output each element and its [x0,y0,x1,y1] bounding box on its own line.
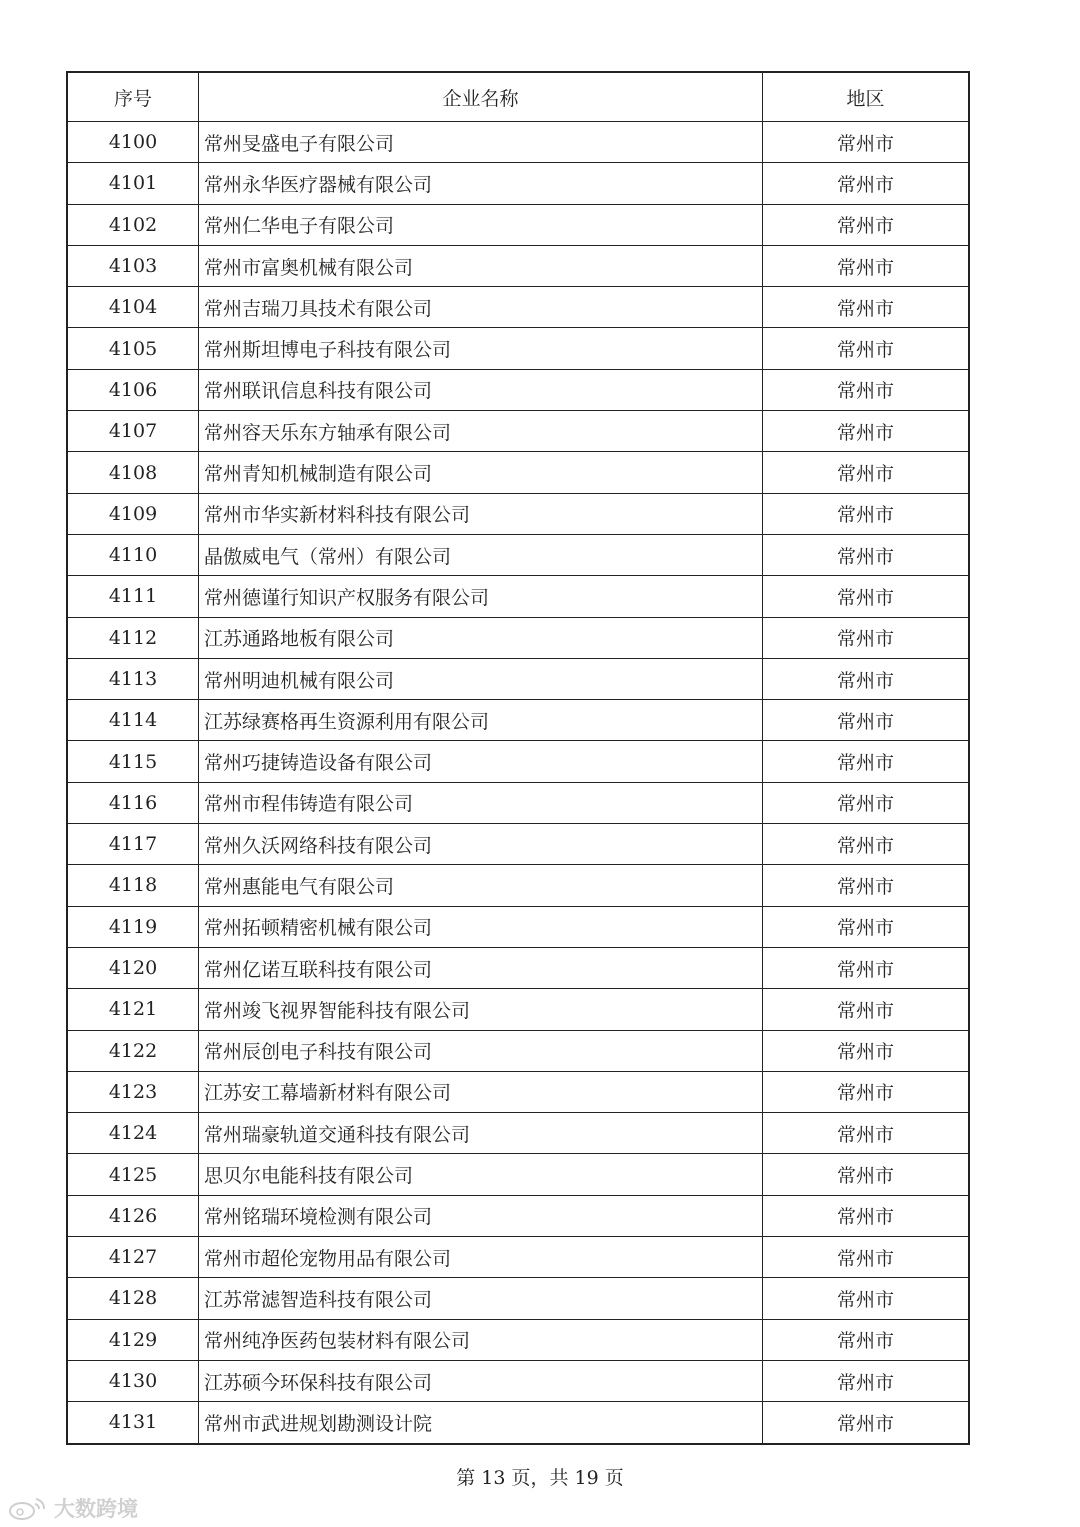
cell-region: 常州市 [763,452,970,493]
cell-enterprise-name: 江苏硕今环保科技有限公司 [199,1360,763,1401]
header-enterprise-name: 企业名称 [199,72,763,122]
cell-serial-number: 4118 [67,865,199,906]
cell-serial-number: 4103 [67,245,199,286]
cell-region: 常州市 [763,1154,970,1195]
cell-enterprise-name: 常州市富奥机械有限公司 [199,245,763,286]
cell-enterprise-name: 常州竣飞视界智能科技有限公司 [199,989,763,1030]
table-row [67,700,969,741]
cell-serial-number: 4113 [67,658,199,699]
cell-serial-number: 4128 [67,1278,199,1319]
cell-serial-number: 4101 [67,163,199,204]
cell-region: 常州市 [763,576,970,617]
cell-region: 常州市 [763,245,970,286]
cell-region: 常州市 [763,989,970,1030]
cell-enterprise-name: 常州联讯信息科技有限公司 [199,369,763,410]
table-row [67,1071,969,1112]
cell-serial-number: 4127 [67,1237,199,1278]
cell-region: 常州市 [763,1030,970,1071]
cell-enterprise-name: 常州巧捷铸造设备有限公司 [199,741,763,782]
table-row [67,163,969,204]
cell-serial-number: 4114 [67,700,199,741]
cell-region: 常州市 [763,1071,970,1112]
cell-region: 常州市 [763,204,970,245]
cell-region: 常州市 [763,906,970,947]
watermark-text: 大数跨境 [54,1497,138,1521]
cell-enterprise-name: 江苏安工幕墙新材料有限公司 [199,1071,763,1112]
cell-serial-number: 4123 [67,1071,199,1112]
cell-enterprise-name: 常州青知机械制造有限公司 [199,452,763,493]
header-region: 地区 [763,72,970,122]
table-row [67,865,969,906]
table-row [67,1195,969,1236]
cell-region: 常州市 [763,1237,970,1278]
table-row [67,824,969,865]
cell-enterprise-name: 常州辰创电子科技有限公司 [199,1030,763,1071]
cell-region: 常州市 [763,617,970,658]
enterprise-table [66,71,970,1445]
cell-enterprise-name: 常州仁华电子有限公司 [199,204,763,245]
page-number-footer: 第 13 页，共 19 页 [456,1467,624,1489]
cell-enterprise-name: 常州市超伦宠物用品有限公司 [199,1237,763,1278]
cell-enterprise-name: 常州瑞豪轨道交通科技有限公司 [199,1113,763,1154]
cell-region: 常州市 [763,824,970,865]
table-row [67,411,969,452]
cell-enterprise-name: 晶傲威电气（常州）有限公司 [199,534,763,575]
cell-serial-number: 4102 [67,204,199,245]
cell-serial-number: 4116 [67,782,199,823]
table-row [67,122,969,163]
cell-enterprise-name: 常州永华医疗器械有限公司 [199,163,763,204]
table-row [67,741,969,782]
cell-region: 常州市 [763,1402,970,1444]
cell-region: 常州市 [763,1278,970,1319]
table-row [67,1360,969,1401]
cell-enterprise-name: 江苏绿赛格再生资源利用有限公司 [199,700,763,741]
cell-region: 常州市 [763,122,970,163]
cell-serial-number: 4106 [67,369,199,410]
cell-region: 常州市 [763,411,970,452]
table-row [67,369,969,410]
cell-region: 常州市 [763,369,970,410]
table-row [67,1113,969,1154]
cell-serial-number: 4105 [67,328,199,369]
cell-enterprise-name: 常州纯净医药包装材料有限公司 [199,1319,763,1360]
cell-enterprise-name: 常州容天乐东方轴承有限公司 [199,411,763,452]
cell-serial-number: 4100 [67,122,199,163]
cell-enterprise-name: 常州拓顿精密机械有限公司 [199,906,763,947]
cell-enterprise-name: 常州德谨行知识产权服务有限公司 [199,576,763,617]
cell-region: 常州市 [763,1113,970,1154]
cell-serial-number: 4104 [67,287,199,328]
table-row [67,1319,969,1360]
table-row [67,1237,969,1278]
table-row [67,576,969,617]
table-row [67,782,969,823]
cell-serial-number: 4115 [67,741,199,782]
cell-enterprise-name: 江苏通路地板有限公司 [199,617,763,658]
cell-enterprise-name: 常州市程伟铸造有限公司 [199,782,763,823]
cell-serial-number: 4120 [67,947,199,988]
table-row [67,328,969,369]
cell-region: 常州市 [763,865,970,906]
watermark [8,1493,138,1523]
table-row [67,1154,969,1195]
cell-region: 常州市 [763,493,970,534]
cell-serial-number: 4125 [67,1154,199,1195]
cell-region: 常州市 [763,534,970,575]
weibo-like-logo-icon [8,1495,48,1521]
cell-enterprise-name: 思贝尔电能科技有限公司 [199,1154,763,1195]
table-row [67,906,969,947]
cell-serial-number: 4126 [67,1195,199,1236]
cell-region: 常州市 [763,1195,970,1236]
cell-serial-number: 4111 [67,576,199,617]
cell-serial-number: 4117 [67,824,199,865]
table-row [67,534,969,575]
cell-serial-number: 4108 [67,452,199,493]
cell-region: 常州市 [763,1319,970,1360]
table-row [67,245,969,286]
cell-region: 常州市 [763,163,970,204]
table-row [67,1278,969,1319]
table-header-row [67,72,969,122]
table-row [67,287,969,328]
cell-enterprise-name: 常州明迪机械有限公司 [199,658,763,699]
cell-serial-number: 4112 [67,617,199,658]
cell-serial-number: 4119 [67,906,199,947]
cell-serial-number: 4131 [67,1402,199,1444]
table-row [67,617,969,658]
cell-serial-number: 4124 [67,1113,199,1154]
cell-serial-number: 4129 [67,1319,199,1360]
cell-enterprise-name: 常州惠能电气有限公司 [199,865,763,906]
table-row [67,493,969,534]
table-row [67,1402,969,1444]
cell-region: 常州市 [763,947,970,988]
cell-region: 常州市 [763,741,970,782]
table-row [67,452,969,493]
table-row [67,658,969,699]
cell-region: 常州市 [763,782,970,823]
table-row [67,1030,969,1071]
cell-serial-number: 4109 [67,493,199,534]
cell-serial-number: 4122 [67,1030,199,1071]
cell-serial-number: 4121 [67,989,199,1030]
cell-region: 常州市 [763,658,970,699]
cell-enterprise-name: 常州吉瑞刀具技术有限公司 [199,287,763,328]
cell-region: 常州市 [763,287,970,328]
cell-enterprise-name: 常州久沃网络科技有限公司 [199,824,763,865]
cell-enterprise-name: 常州铭瑞环境检测有限公司 [199,1195,763,1236]
table-row [67,947,969,988]
cell-serial-number: 4110 [67,534,199,575]
table-body [67,122,969,1444]
cell-enterprise-name: 常州市华实新材料科技有限公司 [199,493,763,534]
cell-enterprise-name: 常州旻盛电子有限公司 [199,122,763,163]
header-serial-number: 序号 [67,72,199,122]
cell-enterprise-name: 常州市武进规划勘测设计院 [199,1402,763,1444]
cell-serial-number: 4107 [67,411,199,452]
table-row [67,989,969,1030]
cell-region: 常州市 [763,700,970,741]
cell-region: 常州市 [763,1360,970,1401]
cell-region: 常州市 [763,328,970,369]
table-row [67,204,969,245]
cell-enterprise-name: 常州亿诺互联科技有限公司 [199,947,763,988]
cell-enterprise-name: 江苏常滤智造科技有限公司 [199,1278,763,1319]
cell-serial-number: 4130 [67,1360,199,1401]
cell-enterprise-name: 常州斯坦博电子科技有限公司 [199,328,763,369]
